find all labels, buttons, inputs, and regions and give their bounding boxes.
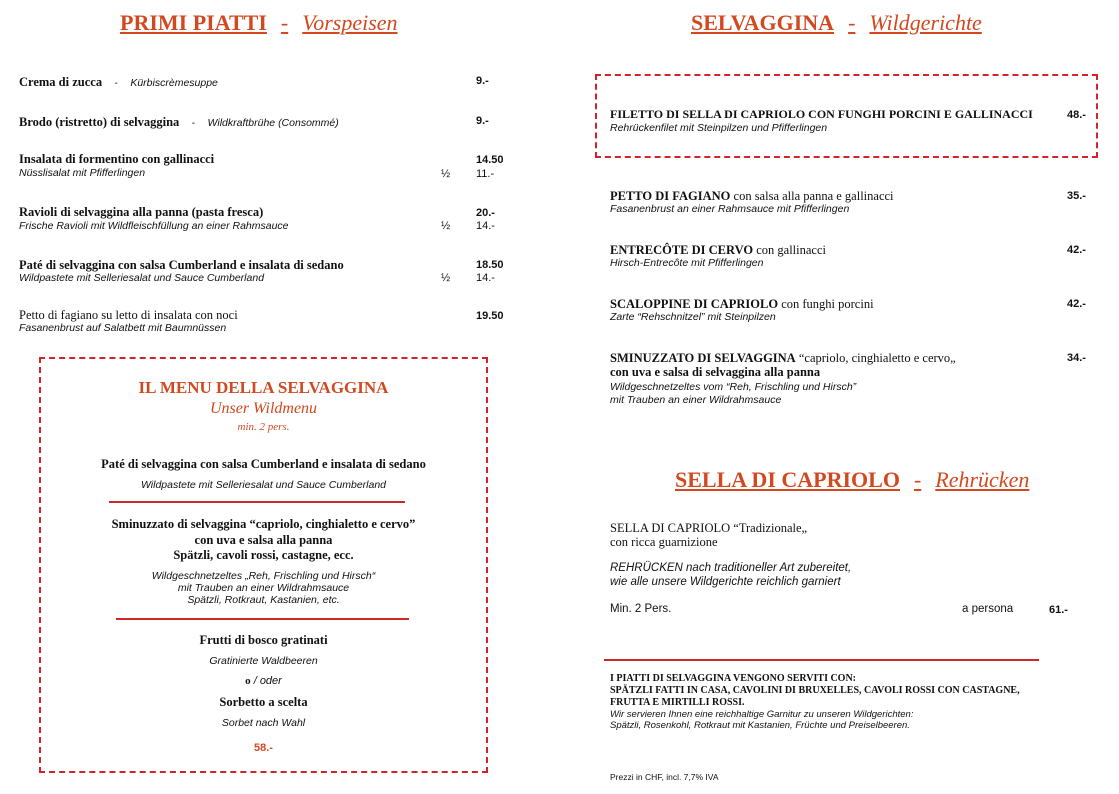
- course4-de: Sorbet nach Wahl: [221, 717, 306, 729]
- sella-min: Min. 2 Pers.: [610, 603, 672, 615]
- item-name-rest: “capriolo, cinghialetto e cervo„: [795, 351, 956, 365]
- divider: [109, 501, 405, 503]
- item-name: Petto di fagiano su letto di insalata con noci: [19, 308, 238, 322]
- note-de2: Spätzli, Rosenkohl, Rotkraut mit Kastanien, Früchte und Preiselbeeren.: [610, 720, 910, 731]
- item-name-caps: SCALOPPINE DI CAPRIOLO: [610, 297, 779, 311]
- note-de1: Wir servieren Ihnen eine reichhaltige Garnitur zu unseren Wildgerichten:: [610, 709, 914, 720]
- item-name-caps: PETTO DI FAGIANO: [610, 189, 731, 203]
- header-de: Vorspeisen: [302, 10, 398, 35]
- or-de: / oder: [253, 675, 282, 687]
- half-portion-label: ½: [441, 168, 451, 180]
- item-sep: -: [191, 118, 196, 129]
- header-de: Wildgerichte: [869, 10, 982, 35]
- menu-box-min: min. 2 pers.: [237, 421, 290, 433]
- half-portion-label: ½: [441, 220, 451, 232]
- item-name: Paté di selvaggina con salsa Cumberland e insalata di sedano: [19, 258, 344, 272]
- half-portion-price: 14.-: [476, 272, 495, 284]
- menu-box-title: IL MENU DELLA SELVAGGINA: [138, 378, 389, 397]
- item-desc: Fasanenbrust auf Salatbett mit Baumnüssen: [19, 322, 227, 334]
- featured-price: 48.-: [1067, 109, 1086, 121]
- item-name: [610, 297, 874, 312]
- item-price: 9.-: [476, 115, 489, 127]
- selvaggina-header: [691, 10, 982, 36]
- course3-de: Gratinierte Waldbeeren: [209, 655, 318, 667]
- header-it: SELVAGGINA: [691, 10, 835, 35]
- half-portion-label: ½: [441, 272, 451, 284]
- menu-item: [19, 73, 218, 91]
- item-name: Insalata di formentino con gallinacci: [19, 152, 215, 166]
- item-price: 34.-: [1067, 352, 1086, 364]
- course2-it-1: Sminuzzato di selvaggina “capriolo, cinghialetto e cervo”: [111, 517, 416, 531]
- sella-price: 61.-: [1049, 604, 1068, 616]
- featured-de: Rehrückenfilet mit Steinpilzen und Pfifferlingen: [610, 122, 828, 134]
- divider: [604, 659, 1039, 661]
- item-desc: Frische Ravioli mit Wildfleischfüllung an einer Rahmsauce: [19, 220, 289, 232]
- sminuzzato-line1: [610, 351, 956, 366]
- item-name-caps: SMINUZZATO DI SELVAGGINA: [610, 351, 796, 365]
- sminuzzato-de1: Wildgeschnetzeltes vom “Reh, Frischling und Hirsch”: [610, 381, 857, 393]
- course1-it: Paté di selvaggina con salsa Cumberland e insalata di sedano: [101, 457, 426, 471]
- item-name-rest: con funghi porcini: [778, 297, 874, 311]
- course2-it-3: Spätzli, cavoli rossi, castagne, ecc.: [173, 548, 354, 562]
- sminuzzato-line2: con uva e salsa di selvaggina alla panna: [610, 365, 821, 379]
- item-name: [610, 189, 894, 204]
- course3-it: Frutti di bosco gratinati: [199, 633, 328, 647]
- item-price: 20.-: [476, 207, 495, 219]
- item-desc: Fasanenbrust an einer Rahmsauce mit Pfifferlingen: [610, 203, 850, 215]
- item-name: Ravioli di selvaggina alla panna (pasta fresca): [19, 205, 264, 219]
- course2-it-2: con uva e salsa alla panna: [194, 533, 333, 547]
- item-desc: Wildkraftbrühe (Consommé): [207, 117, 339, 129]
- sella-sub: con ricca guarnizione: [610, 535, 718, 549]
- item-name: [610, 243, 826, 258]
- footer-note: Prezzi in CHF, incl. 7,7% IVA: [610, 772, 719, 782]
- menu-box-subtitle: Unser Wildmenu: [209, 400, 318, 417]
- sella-de1: REHRÜCKEN nach traditioneller Art zubereitet,: [610, 562, 852, 574]
- item-name-rest: con salsa alla panna e gallinacci: [730, 189, 894, 203]
- item-price: 14.50: [476, 154, 504, 166]
- note-l2: SPÄTZLI FATTI IN CASA, CAVOLINI DI BRUXELLES, CAVOLI ROSSI CON CASTAGNE,: [610, 685, 1020, 696]
- item-sep: -: [114, 78, 118, 89]
- header-sep: -: [913, 467, 922, 492]
- divider: [116, 618, 409, 620]
- or-line: [41, 675, 486, 687]
- menu-price: 58.-: [254, 742, 273, 754]
- item-price: 18.50: [476, 259, 504, 271]
- featured-it: FILETTO DI SELLA DI CAPRIOLO CON FUNGHI PORCINI E GALLINACCI: [610, 107, 1033, 121]
- item-price: 35.-: [1067, 190, 1086, 202]
- sella-title: SELLA DI CAPRIOLO “Tradizionale„: [610, 521, 808, 535]
- sella-header: [675, 467, 1029, 493]
- note-l3: FRUTTA E MIRTILLI ROSSI.: [610, 697, 745, 708]
- wild-menu-box: [39, 357, 488, 773]
- item-desc: Kürbiscrèmesuppe: [130, 77, 218, 89]
- item-price: 9.-: [476, 75, 489, 87]
- featured-dish-box: [595, 74, 1098, 158]
- header-sep: -: [280, 10, 289, 35]
- or-it: o: [245, 675, 251, 687]
- header-sep: -: [848, 10, 856, 35]
- item-desc: Zarte “Rehschnitzel” mit Steinpilzen: [610, 311, 776, 323]
- sella-de2: wie alle unsere Wildgerichte reichlich garniert: [610, 576, 841, 588]
- course2-de-1: Wildgeschnetzeltes „Reh, Frischling und Hirsch“: [151, 570, 376, 582]
- header-de: Rehrücken: [935, 467, 1030, 492]
- course4-it: Sorbetto a scelta: [219, 695, 308, 709]
- primi-piatti-header: [120, 10, 398, 36]
- item-name: Brodo (ristretto) di selvaggina: [19, 115, 180, 129]
- header-it: PRIMI PIATTI: [120, 10, 267, 35]
- course1-de: Wildpastete mit Selleriesalat und Sauce Cumberland: [140, 479, 387, 491]
- item-name-rest: con gallinacci: [753, 243, 826, 257]
- half-portion-price: 11.-: [476, 168, 495, 180]
- item-desc: Hirsch-Entrecôte mit Pfifferlingen: [610, 257, 764, 269]
- item-desc: Wildpastete mit Selleriesalat und Sauce Cumberland: [19, 272, 265, 284]
- sminuzzato-de2: mit Trauben an einer Wildrahmsauce: [610, 394, 782, 406]
- sella-per: a persona: [962, 603, 1014, 615]
- course2-de-3: Spätzli, Rotkraut, Kastanien, etc.: [187, 594, 340, 606]
- item-desc: Nüsslisalat mit Pfifferlingen: [19, 167, 146, 179]
- item-price: 42.-: [1067, 244, 1086, 256]
- item-name: Crema di zucca: [19, 75, 103, 89]
- header-it: SELLA DI CAPRIOLO: [675, 467, 900, 492]
- note-l1: I PIATTI DI SELVAGGINA VENGONO SERVITI CON:: [610, 673, 857, 684]
- course2-de-2: mit Trauben an einer Wildrahmsauce: [177, 582, 350, 594]
- item-price: 42.-: [1067, 298, 1086, 310]
- item-name-caps: ENTRECÔTE DI CERVO: [610, 243, 754, 257]
- item-price: 19.50: [476, 310, 504, 322]
- half-portion-price: 14.-: [476, 220, 495, 232]
- menu-item: [19, 113, 339, 131]
